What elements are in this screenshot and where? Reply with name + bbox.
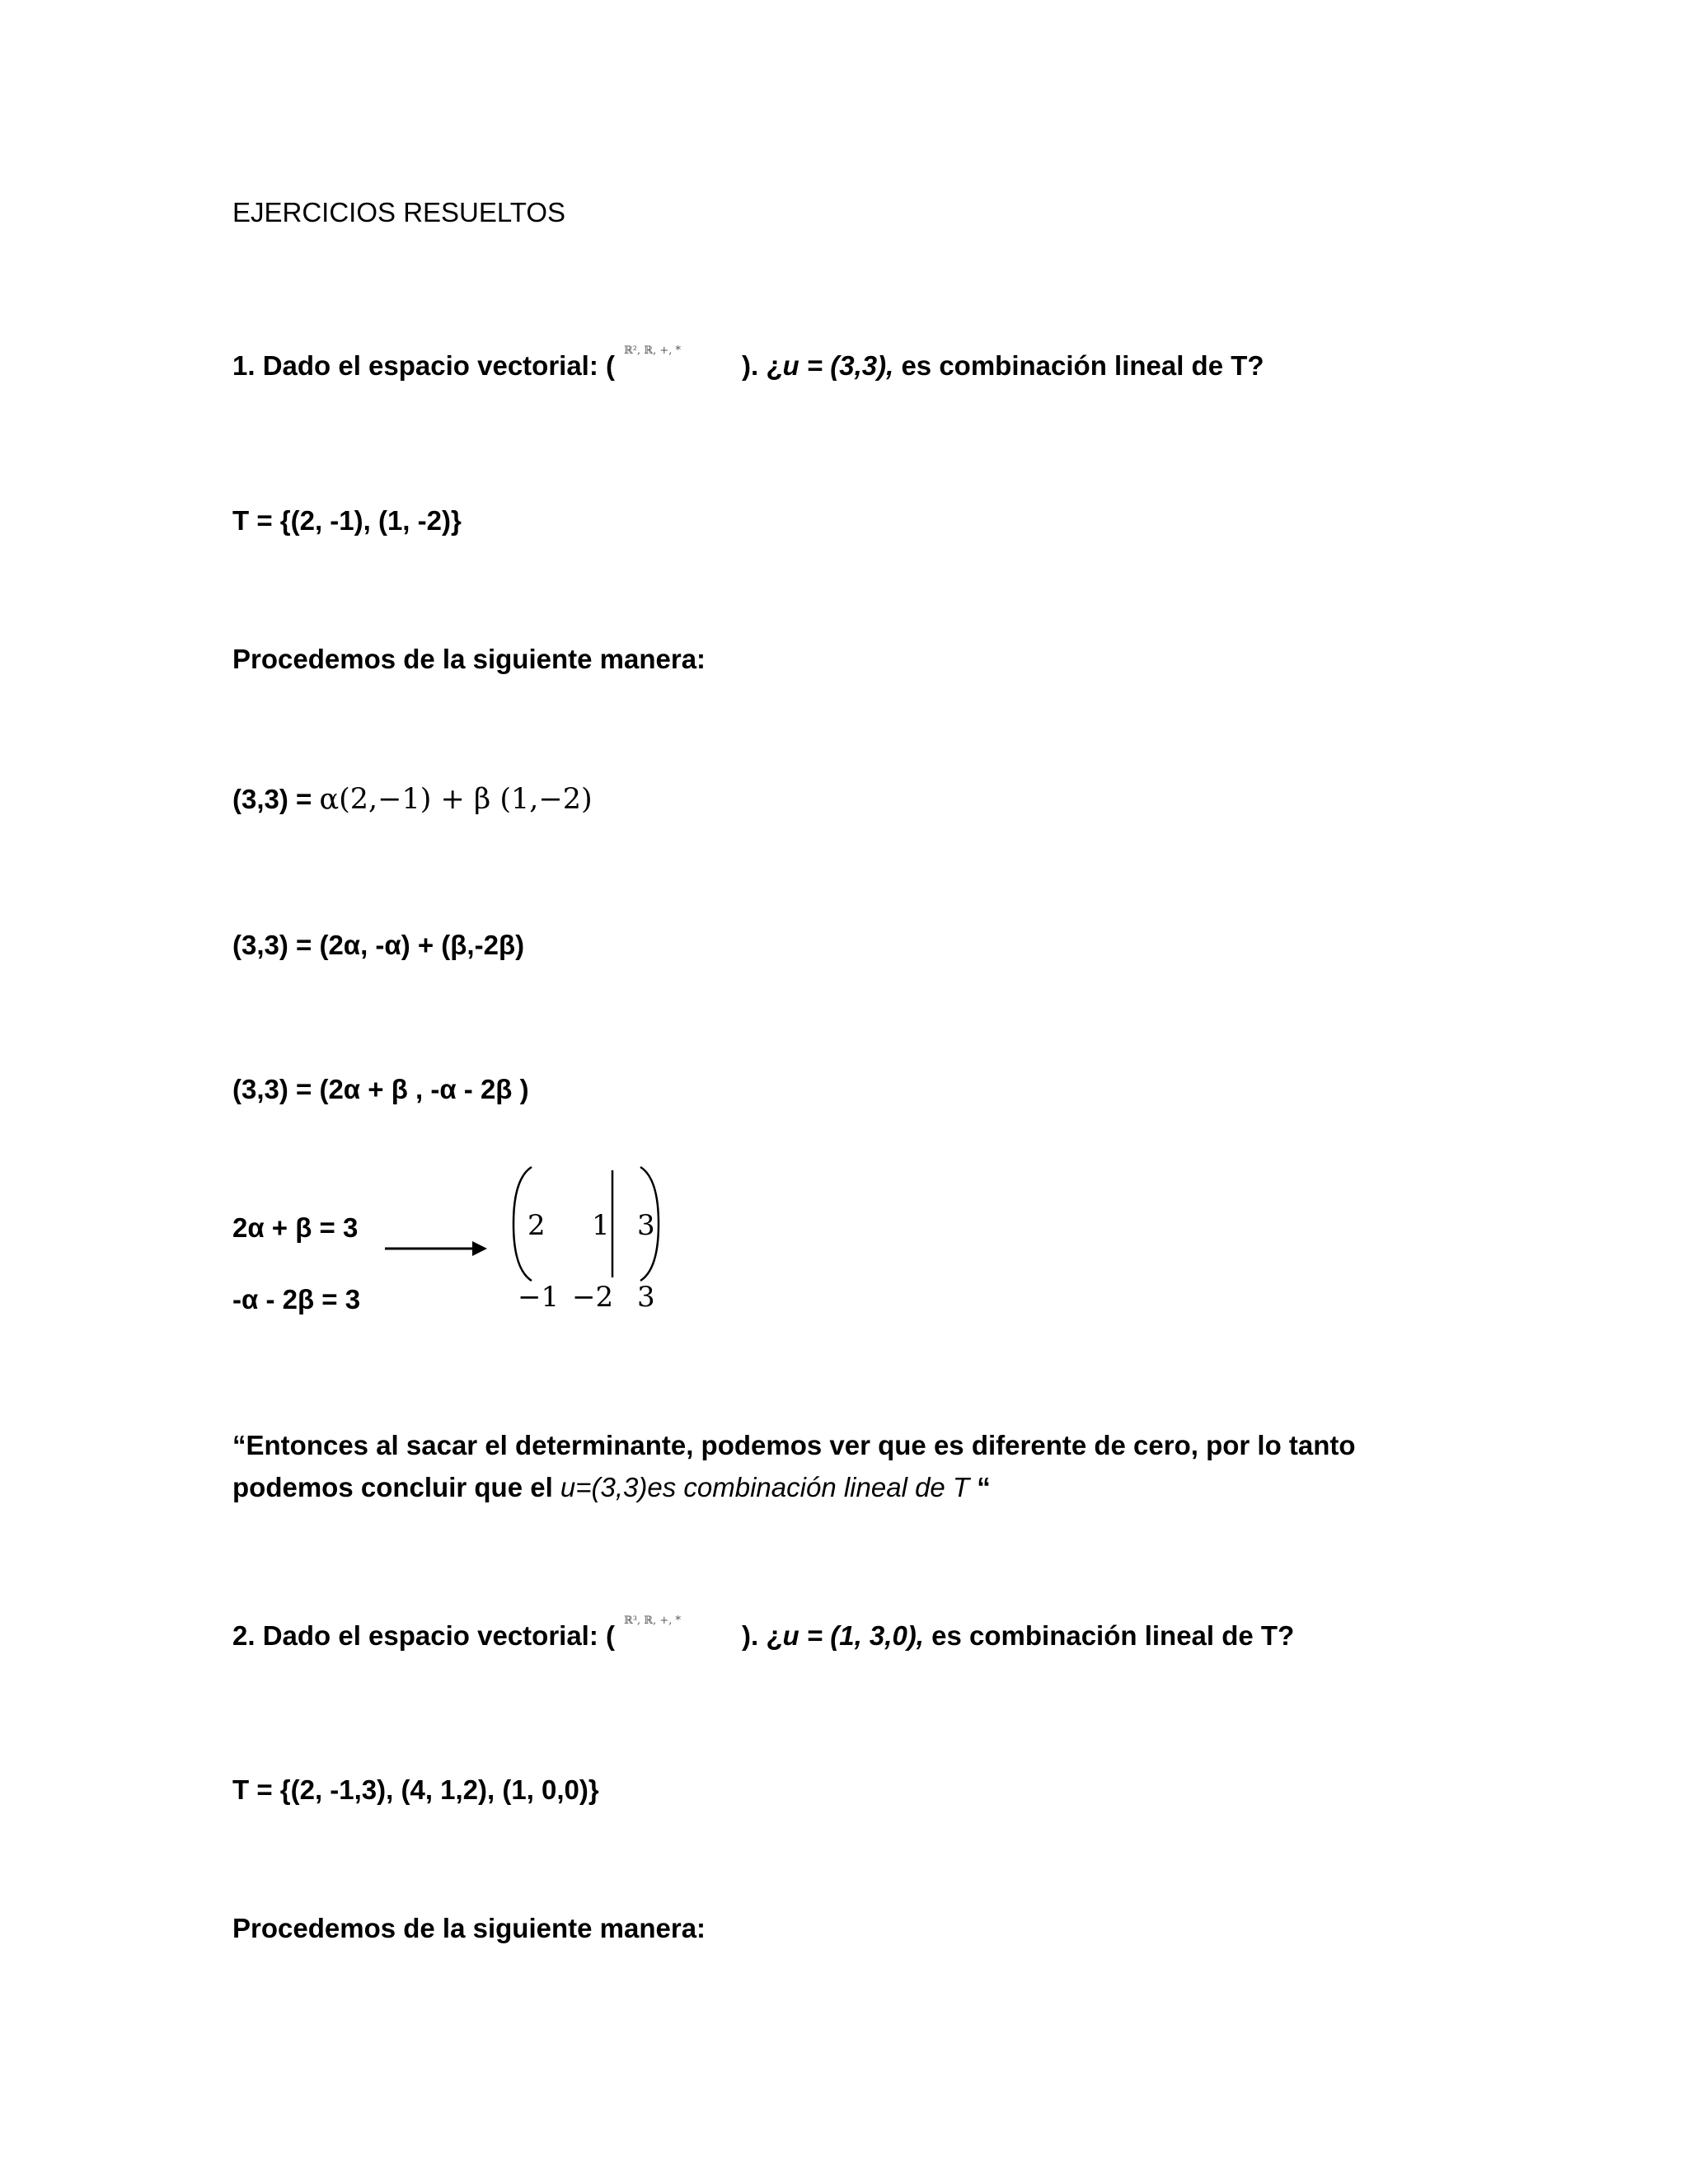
matrix-r2c1: −1 (518, 1281, 560, 1314)
exercise-2-question-rest (742, 1619, 1294, 1652)
exercise-2-question (232, 1619, 615, 1652)
question-suffix: es combinación lineal de T? (893, 350, 1264, 381)
exercise-1-question-rest (742, 349, 1264, 382)
conclusion-line-2-end: “ (969, 1472, 991, 1502)
vector-space-notation-2: ℝ³, ℝ, +, * (624, 1615, 682, 1627)
equation-1-left: (3,3) = (232, 784, 320, 814)
vector-space-notation: ℝ², ℝ, +, * (624, 344, 682, 357)
equation-1 (232, 783, 593, 816)
exercise-1-prefix: 1. Dado el espacio vectorial: ( (232, 350, 615, 381)
matrix-r1c1: 2 (528, 1209, 546, 1242)
equation-3: (3,3) = (2α + β , -α - 2β ) (232, 1074, 529, 1104)
vector-u: u = (3,3), (782, 350, 894, 381)
set-t: T = {(2, -1), (1, -2)} (232, 505, 462, 536)
equation-2: (3,3) = (2α, -α) + (β,-2β) (232, 930, 525, 960)
page-title: EJERCICIOS RESUELTOS (232, 197, 566, 227)
matrix-r1c2: 1 (592, 1209, 610, 1242)
conclusion-line-2 (232, 1471, 991, 1504)
conclusion-line-2-bold: podemos concluir que el (232, 1472, 560, 1502)
arrow-right-icon (383, 1236, 490, 1261)
set-t-2: T = {(2, -1,3), (4, 1,2), (1, 0,0)} (232, 1774, 599, 1805)
matrix-r1c3: 3 (637, 1209, 655, 1242)
procedure-intro: Procedemos de la siguiente manera: (232, 644, 706, 674)
equation-1-right: α(2,−1) + β (1,−2) (319, 783, 593, 816)
exercise-2-prefix: 2. Dado el espacio vectorial: ( (232, 1620, 615, 1651)
system-equation-2: -α - 2β = 3 (232, 1284, 361, 1315)
system-equation-1: 2α + β = 3 (232, 1212, 359, 1243)
question-mid: ). ¿ (742, 350, 783, 381)
conclusion-line-2-italic: u=(3,3)es combinación lineal de T (560, 1472, 970, 1502)
matrix-r2c2: −2 (572, 1281, 614, 1314)
matrix-r2c3: 3 (637, 1281, 655, 1314)
vector-u-2: u = (1, 3,0), (782, 1620, 924, 1651)
question-2-mid: ). ¿ (742, 1620, 783, 1651)
procedure-intro-2: Procedemos de la siguiente manera: (232, 1913, 706, 1943)
conclusion-line-1: “Entonces al sacar el determinante, podemos ver que es diferente de cero, por lo tanto (232, 1430, 1356, 1460)
exercise-1-question (232, 349, 615, 382)
question-2-suffix: es combinación lineal de T? (923, 1620, 1295, 1651)
